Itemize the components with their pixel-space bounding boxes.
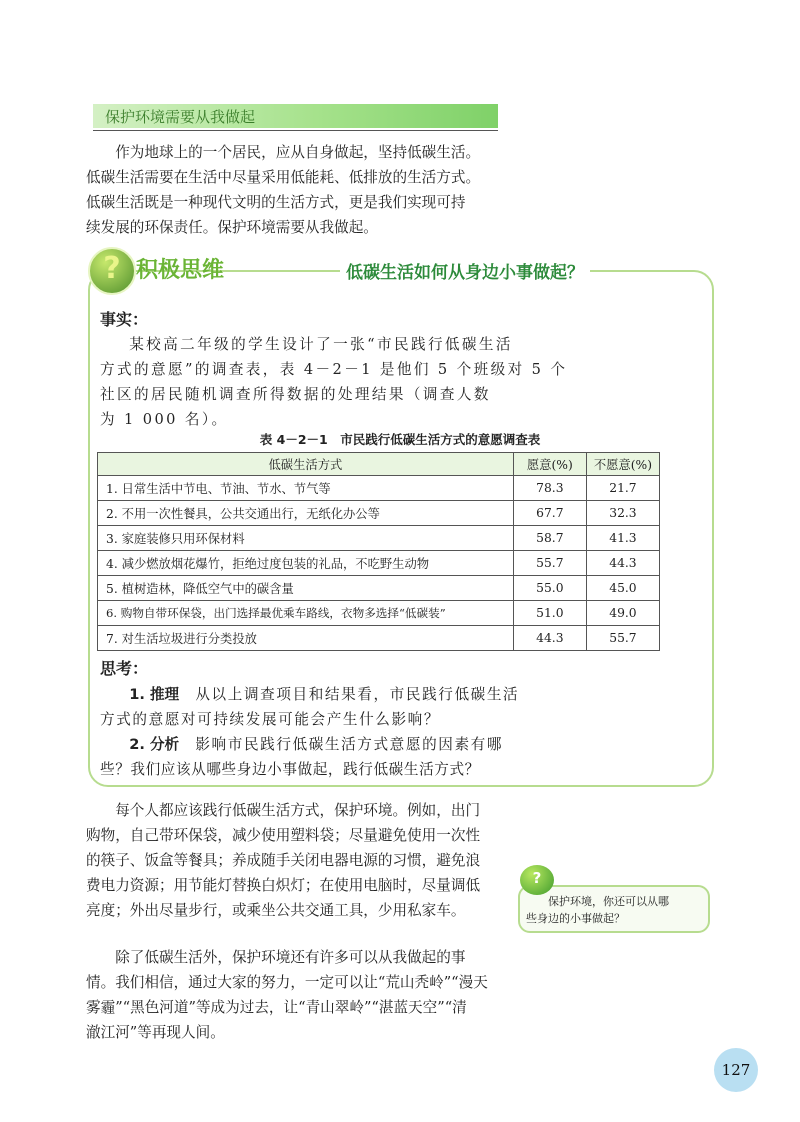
text-line: 方式的意愿对可持续发展可能会产生什么影响？ [100,711,441,728]
text-line: 些？我们应该从哪些身边小事做起，践行低碳生活方式？ [100,761,480,778]
body-paragraph [86,798,506,923]
side-note-text [526,893,706,927]
section-title: 保护环境需要从我做起 [105,108,256,126]
table-cell: 55.7 [513,551,586,576]
thinking-title: 积极思维 [136,258,225,283]
table-cell: 51.0 [513,601,586,626]
question-1 [100,682,520,707]
table-header-row [98,453,660,476]
table-cell: 44.3 [586,551,659,576]
column-header: 低碳生活方式 [98,453,514,476]
table-cell: 55.7 [586,626,659,651]
think-label: 思考： [100,659,149,678]
table-caption: 表 4－2－1 市民践行低碳生活方式的意愿调查表 [259,432,541,447]
table-row [98,626,660,651]
text-line: 亮度；外出尽量步行，或乘坐公共交通工具，少用私家车。 [86,902,466,919]
text-line: 的筷子、饭盒等餐具；养成随手关闭电器电源的习惯，避免浪 [86,852,481,869]
body-paragraph [86,945,506,1045]
table-cell: 58.7 [513,526,586,551]
text-line: 些身边的小事做起？ [526,912,625,925]
table-cell: 1. 日常生活中节电、节油、节水、节气等 [98,476,514,501]
text-line: 低碳生活既是一种现代文明的生活方式，更是我们实现可持 [86,194,466,211]
question-2 [100,732,520,757]
text-line: 续发展的环保责任。保护环境需要从我做起。 [86,219,378,236]
text-line: 费电力资源；用节能灯替换白炽灯；在使用电脑时，尽量调低 [86,877,481,894]
table-row [98,601,660,626]
table-row [98,576,660,601]
thinking-subtitle: 低碳生活如何从身边小事做起？ [340,258,590,283]
table-cell: 49.0 [586,601,659,626]
text-line: 从以上调查项目和结果看，市民践行低碳生活 [195,686,520,703]
text-line: 除了低碳生活外，保护环境还有许多可以从我做起的事 [115,949,466,966]
survey-table [97,452,660,651]
table-cell: 55.0 [513,576,586,601]
table-cell: 6. 购物自带环保袋，出门选择最优乘车路线，衣物多选择“低碳装” [98,601,514,626]
question-bubble-icon: ? [520,865,554,895]
text-line: 社区的居民随机调查所得数据的处理结果（调查人数 [100,386,491,403]
table-cell: 45.0 [586,576,659,601]
table-cell: 32.3 [586,501,659,526]
table-cell: 7. 对生活垃圾进行分类投放 [98,626,514,651]
fact-paragraph [100,332,568,432]
table-row [98,526,660,551]
table-cell: 3. 家庭装修只用环保材料 [98,526,514,551]
question-label: 1. 推理 [129,686,180,703]
column-header: 不愿意(%) [586,453,659,476]
section-heading [93,104,498,128]
text-line: 某校高二年级的学生设计了一张“市民践行低碳生活 [129,336,513,353]
text-line: 为 1 000 名）。 [100,411,229,428]
table-row [98,551,660,576]
text-line: 作为地球上的一个居民，应从自身做起，坚持低碳生活。 [115,144,481,161]
questions-paragraph [100,682,520,782]
text-line: 情。我们相信，通过大家的努力，一定可以让“荒山秃岭”“漫天 [86,974,488,991]
fact-label: 事实： [100,310,149,329]
text-line: 雾霾”“黑色河道”等成为过去，让“青山翠岭”“湛蓝天空”“清 [86,999,467,1016]
table-cell: 21.7 [586,476,659,501]
section-divider [93,130,498,131]
text-line: 每个人都应该践行低碳生活方式，保护环境。例如，出门 [115,802,481,819]
title-divider [222,270,332,272]
table-cell: 41.3 [586,526,659,551]
text-line: 保护环境，你还可以从哪 [548,895,669,908]
intro-paragraph [86,140,506,240]
table-cell: 2. 不用一次性餐具，公共交通出行，无纸化办公等 [98,501,514,526]
question-label: 2. 分析 [129,736,180,753]
table-cell: 4. 减少燃放烟花爆竹，拒绝过度包装的礼品，不吃野生动物 [98,551,514,576]
text-line: 低碳生活需要在生活中尽量采用低能耗、低排放的生活方式。 [86,169,481,186]
table-row [98,501,660,526]
table-cell: 67.7 [513,501,586,526]
column-header: 愿意(%) [513,453,586,476]
table-cell: 78.3 [513,476,586,501]
table-row [98,476,660,501]
question-mark-icon: ? [88,247,136,295]
text-line: 澈江河”等再现人间。 [86,1024,225,1041]
page-number: 127 [714,1048,758,1092]
table-cell: 5. 植树造林，降低空气中的碳含量 [98,576,514,601]
text-line: 影响市民践行低碳生活方式意愿的因素有哪 [195,736,504,753]
table-cell: 44.3 [513,626,586,651]
text-line: 方式的意愿”的调查表，表 4－2－1 是他们 5 个班级对 5 个 [100,361,568,378]
text-line: 购物，自己带环保袋，减少使用塑料袋；尽量避免使用一次性 [86,827,481,844]
